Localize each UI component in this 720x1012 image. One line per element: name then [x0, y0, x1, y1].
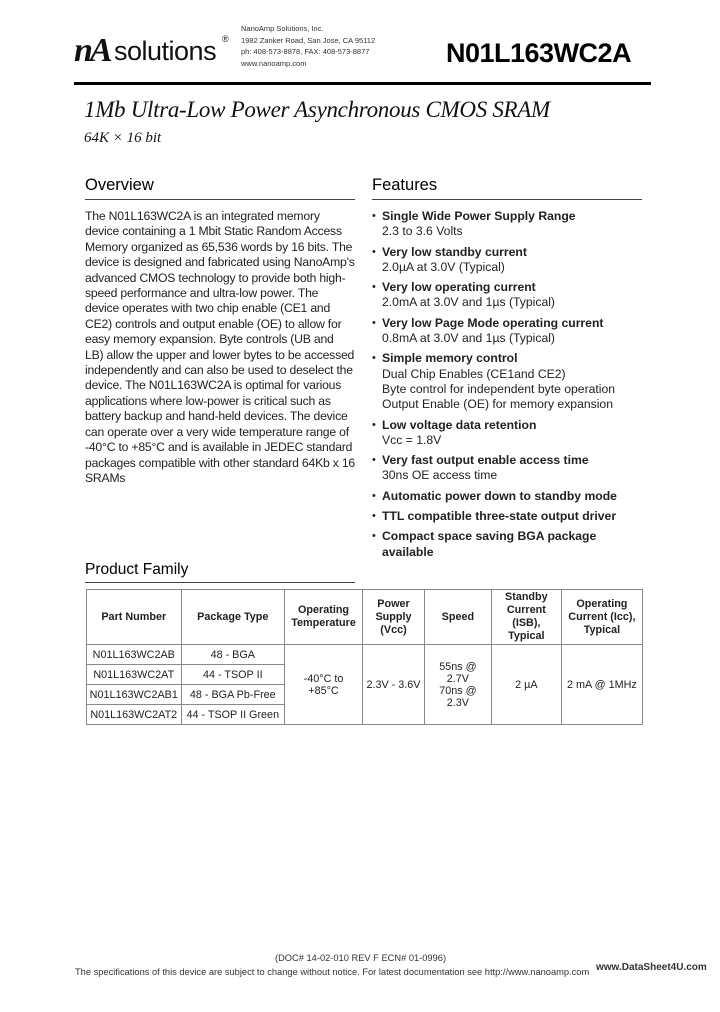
feature-item [372, 509, 642, 524]
feature-title: • Very low Page Mode operating current [382, 315, 604, 330]
company-website: www.nanoamp.com [241, 58, 307, 68]
feature-title: • Very low standby current [382, 244, 527, 259]
header-operating-current: Operating Current (Icc), Typical [561, 590, 642, 645]
feature-detail: Vcc = 1.8V [382, 432, 442, 447]
speed-line: 70ns @ 2.3V [439, 684, 477, 709]
document-subtitle: 64K × 16 bit [84, 130, 162, 146]
header-standby-current: Standby Current (ISB), Typical [491, 590, 561, 645]
header-speed: Speed [424, 590, 491, 645]
feature-detail: 2.0mA at 3.0V and 1µs (Typical) [382, 295, 555, 310]
header-part-number: Part Number [87, 590, 182, 645]
overview-heading: Overview [85, 176, 154, 194]
feature-item [372, 529, 642, 560]
cell-package-type: 44 - TSOP II [181, 665, 284, 685]
document-title: 1Mb Ultra-Low Power Asynchronous CMOS SRAM [84, 97, 550, 122]
watermark: www.DataSheet4U.com [596, 962, 707, 973]
cell-package-type: 44 - TSOP II Green [181, 705, 284, 725]
feature-item [372, 209, 642, 240]
feature-title: • Very low operating current [382, 280, 536, 295]
feature-detail: Output Enable (OE) for memory expansion [382, 397, 613, 412]
feature-title: • Compact space saving BGA package available [382, 529, 597, 559]
logo-text: solutions [114, 36, 217, 66]
feature-item [372, 489, 642, 504]
feature-detail: 0.8mA at 3.0V and 1µs (Typical) [382, 331, 555, 346]
cell-speed [424, 645, 491, 725]
feature-item [372, 280, 642, 311]
part-number-title: N01L163WC2A [446, 38, 632, 68]
overview-text: The N01L163WC2A is an integrated memory device containing a 1 Mbit Static Random Access Memory organized as 65,536 words by 16 bits. The device is designed and fabricated using NanoAmp's advanced CMOS technology to provide both high-speed performance and ultra-low power. The device operates with two chip enable (CE1 and CE2) controls and output enable (OE) to allow for easy memory expansion. Byte controls (UB and LB) allow the upper and lower bytes to be accessed independently and can also be used to deselect the device. The N01L163WC2A is optimal for various applications where low-power is critical such as battery backup and hand-held devices. The device can operate over a very wide temperature range of -40°C to +85°C and is available in JEDEC standard packages compatible with other standard 64Kb x 16 SRAMs [85, 209, 356, 485]
logo-mark: nA [74, 32, 110, 69]
features-heading: Features [372, 176, 438, 194]
product-family-heading: Product Family [85, 561, 189, 578]
features-rule [372, 199, 642, 200]
feature-title: • Very fast output enable access time [382, 453, 589, 468]
company-street: 1982 Zanker Road, San Jose, CA 95112 [241, 35, 376, 45]
feature-detail: Dual Chip Enables (CE1and CE2) [382, 366, 566, 381]
cell-part-number: N01L163WC2AB1 [87, 685, 182, 705]
disclaimer: The specifications of this device are subject to change without notice. For latest documentation see http://www.nanoamp.com [75, 967, 590, 977]
features-list [372, 209, 642, 565]
cell-operating-current: 2 mA @ 1MHz [561, 645, 642, 725]
header-operating-temperature: Operating Temperature [284, 590, 362, 645]
company-logo [74, 24, 234, 70]
product-family-rule [85, 582, 355, 583]
feature-title: • TTL compatible three-state output driver [382, 509, 617, 524]
registered-mark: ® [222, 34, 229, 44]
company-address [241, 23, 375, 69]
document-number: (DOC# 14-02-010 REV F ECN# 01-0996) [275, 953, 447, 963]
feature-detail: 2.3 to 3.6 Volts [382, 224, 463, 239]
feature-title: • Single Wide Power Supply Range [382, 209, 576, 223]
product-family-table [86, 589, 643, 725]
company-phone: ph: 408-573-8878, FAX: 408-573-8877 [241, 47, 370, 56]
cell-temperature: -40°C to +85°C [284, 645, 362, 725]
header-rule [74, 82, 651, 85]
feature-title: • Low voltage data retention [382, 417, 537, 432]
cell-supply: 2.3V - 3.6V [363, 645, 425, 725]
cell-package-type: 48 - BGA Pb-Free [181, 685, 284, 705]
feature-item [372, 418, 642, 449]
feature-detail: 30ns OE access time [382, 468, 498, 483]
cell-package-type: 48 - BGA [181, 645, 284, 665]
feature-detail: Byte control for independent byte operation [382, 381, 616, 396]
overview-rule [85, 199, 355, 200]
feature-item [372, 351, 642, 412]
feature-item [372, 316, 642, 347]
speed-line: 55ns @ 2.7V [439, 660, 477, 685]
feature-detail: 2.0µA at 3.0V (Typical) [382, 259, 505, 274]
cell-part-number: N01L163WC2AT2 [87, 705, 182, 725]
header-package-type: Package Type [181, 590, 284, 645]
company-name: NanoAmp Solutions, Inc. [241, 24, 324, 33]
table-row [87, 645, 643, 665]
feature-item [372, 245, 642, 276]
feature-item [372, 453, 642, 484]
table-header-row [87, 590, 643, 645]
cell-part-number: N01L163WC2AT [87, 665, 182, 685]
cell-standby-current: 2 µA [491, 645, 561, 725]
feature-title: • Automatic power down to standby mode [382, 488, 617, 503]
header-power-supply: Power Supply (Vcc) [363, 590, 425, 645]
cell-part-number: N01L163WC2AB [87, 645, 182, 665]
feature-title: • Simple memory control [382, 351, 518, 366]
